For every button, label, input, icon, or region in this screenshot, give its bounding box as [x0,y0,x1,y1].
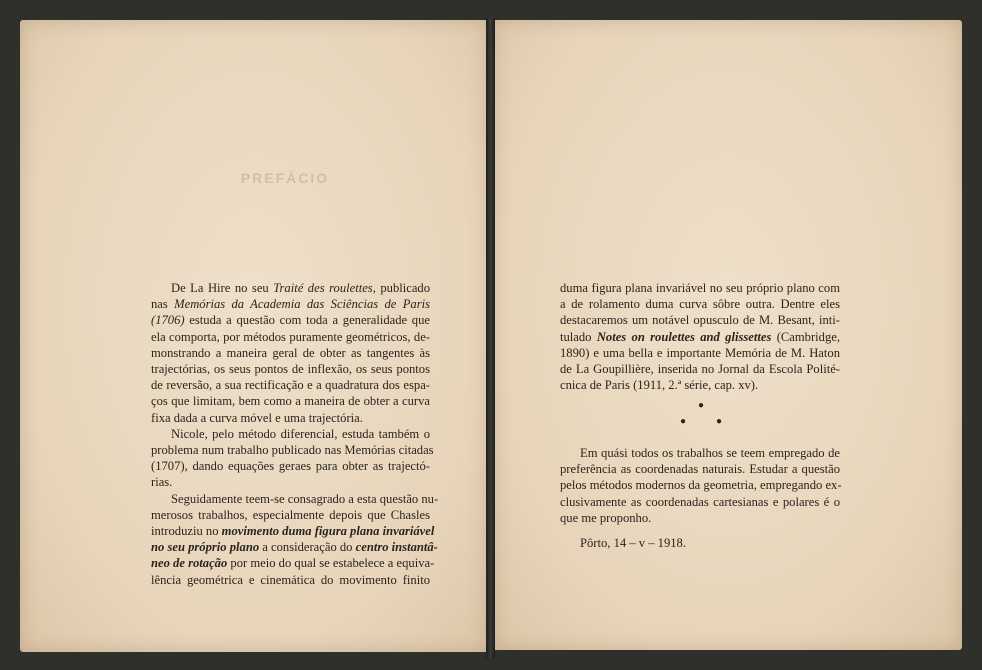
show-through-heading: PREFÁCIO [240,170,330,186]
text-run: ela comporta, por métodos puramente geométricos, de- [151,329,430,344]
text-run: De La Hire no seu [171,281,274,295]
text-run: clusivamente as coordenadas cartesianas e polares é o [560,494,840,509]
text-line [151,393,430,409]
text-run: (1707), dando equações geraes para obter as trajectó- [151,459,430,474]
text-line [151,474,430,490]
text-line [560,445,840,461]
text-line [560,361,840,377]
text-run: a consideração do [259,540,356,555]
text-line [560,510,840,526]
text-run: (1706) [151,313,185,328]
text-run: nas [151,297,175,312]
text-run: lência geométrica e cinemática do movimento finito [151,572,430,587]
text-line [560,280,840,296]
text-run: centro instantâ- [355,540,438,555]
text-run: cnica de Paris (1911, 2.ª série, cap. xv). [560,378,759,393]
text-line [151,523,435,539]
text-line [151,329,430,345]
text-run: duma figura plana invariável no seu próprio plano com [560,281,840,295]
left-paragraph-3 [151,491,439,588]
text-run: 1890) e uma bella e importante Memória de M. Haton [560,345,840,360]
text-run: estuda a questão com toda a generalidade que [184,313,430,328]
text-run: destacaremos um notável opusculo de M. Besant, inti- [560,313,840,328]
text-line [151,572,430,588]
text-run: monstrando a maneira geral de obter as tangentes às [151,345,430,360]
text-run: neo de rotação [151,556,228,571]
text-run: movimento duma figura plana invariável [221,524,435,539]
left-paragraph-2 [151,426,434,491]
text-run: Em quási todos os trabalhos se teem empregado de [580,446,840,460]
text-line [151,442,434,458]
text-line [560,461,840,477]
text-line [151,377,430,393]
text-run: no seu próprio plano [151,540,260,555]
text-run: que me proponho. [560,510,652,525]
text-line [151,491,439,507]
text-line [151,458,430,474]
text-line [151,555,435,571]
text-run: introduziu no [151,524,222,539]
text-run: pelos métodos modernos da geometria, empregando ex- [560,478,842,493]
text-line [560,329,840,345]
text-run: Notes on roulettes and glissettes [596,329,772,344]
book-gutter [486,18,495,658]
text-run: por meio do qual se estabelece a equiva- [227,556,435,571]
text-line [560,494,840,510]
text-line [151,312,430,328]
right-page-text-2 [560,445,840,526]
text-run: a de rolamento duma curva sôbre outra. Dentre eles [560,297,840,312]
text-run: rias. [151,475,173,490]
text-line [151,539,438,555]
text-run: de reversão, a sua rectificação e a quadratura dos espa- [151,378,430,393]
text-line [560,345,840,361]
right-paragraph-1 [560,280,840,393]
text-run: tulado [560,329,597,344]
section-asterism: ● ● ● [680,400,723,427]
text-run: ços que limitam, bem como a maneira de obter a curva [151,394,430,409]
text-run: Nicole, pelo método diferencial, estuda também o [171,426,430,441]
text-run: problema num trabalho publicado nas Memórias citadas [151,443,434,458]
left-page-text [151,280,439,588]
place-date-signature: Pôrto, 14 – v – 1918. [580,536,687,550]
text-line [560,312,840,328]
text-run: (Cambridge, [771,329,840,344]
text-line [151,361,430,377]
text-run: merosos trabalhos, especialmente depois que Chasles [151,507,430,522]
text-run: de La Goupillière, inserida no Jornal da Escola Polité- [560,362,840,377]
text-line [560,477,840,493]
text-run: publicado [375,281,431,295]
text-run: preferência as coordenadas naturais. Estudar a questão [560,462,840,477]
text-line [151,426,430,442]
text-line [560,296,840,312]
left-paragraph-1 [151,280,430,426]
text-run: Seguidamente teem-se consagrado a esta questão nu- [171,491,439,506]
text-line [560,377,840,393]
text-run: trajectórias, os seus pontos de inflexão, os seus pontos [151,362,430,377]
text-line [151,345,430,361]
text-line [151,507,430,523]
text-run: fixa dada a curva móvel e uma trajectória. [151,410,363,425]
text-line [151,280,430,296]
text-run: Traité des roulettes, [273,281,376,295]
right-paragraph-2 [560,445,840,526]
right-page-text-1 [560,280,840,393]
text-line [151,296,430,312]
text-line [151,410,430,426]
text-run: Memórias da Academia das Sciências de Paris [174,297,431,312]
